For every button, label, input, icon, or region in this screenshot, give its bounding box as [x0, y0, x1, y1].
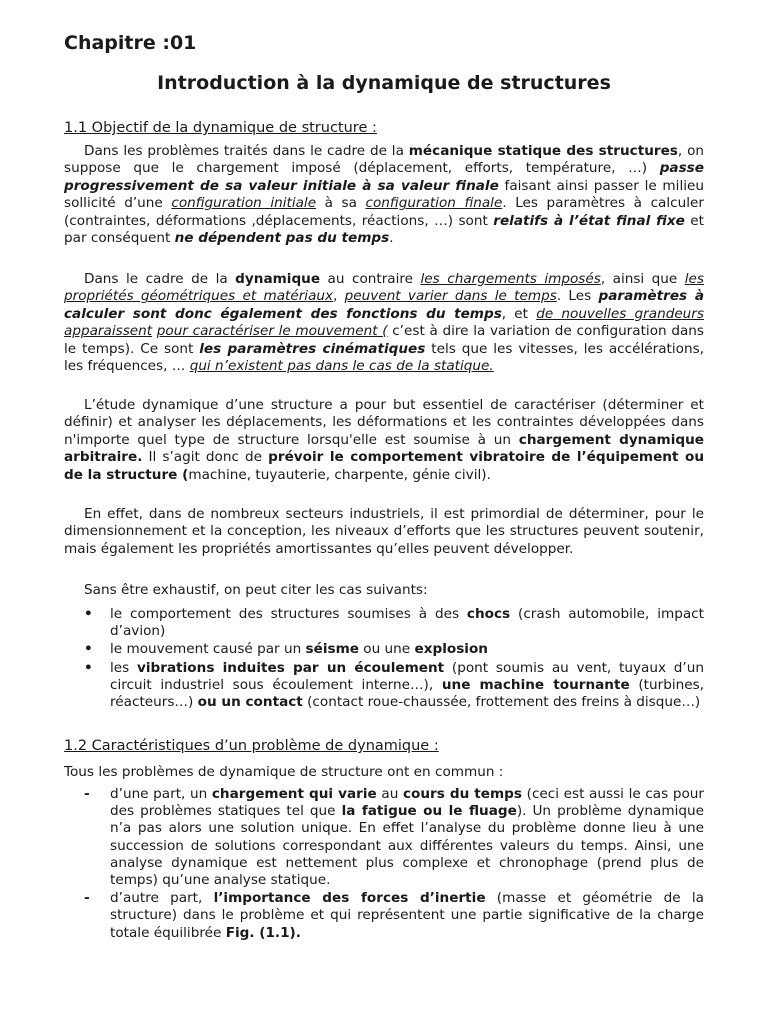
text-run: et par conséquent — [64, 212, 704, 247]
bold-italic-term: ne dépendent pas du temps — [174, 230, 390, 247]
bullet-icon: • — [84, 606, 93, 622]
bold-italic-term: paramètres à calculer sont donc également des fonctions du temps — [64, 288, 704, 322]
bold-italic-term: passe progressivement de sa valeur initiale à sa valeur finale — [64, 160, 704, 194]
list-item — [84, 660, 704, 712]
section-heading-1-1: 1.1 Objectif de la dynamique de structure : — [64, 120, 377, 136]
underlined-term: les chargements imposés — [420, 271, 601, 287]
text-run: Dans les problèmes traités dans le cadre de la — [84, 143, 409, 159]
bold-term: explosion — [414, 641, 488, 658]
text-run: d’une part, un — [110, 786, 212, 802]
text-run: Il s’agit donc de — [142, 449, 269, 466]
text-run: ). Un problème dynamique n’a pas alors une solution unique. En effet l’analyse du problème donne lieu à une succession de solutions correspondant aux différentes valeurs du temps. Ainsi, une analyse dynamique est nettement plus complexe et chronophage (prend plus de temps) qu’une analyse statique. — [110, 803, 704, 889]
text-run: (pont soumis au vent, tuyaux d’un circuit industriel sous écoulement interne…), — [110, 659, 704, 693]
text-run: . — [389, 230, 394, 247]
bold-term: prévoir le comportement vibratoire de l’équipement ou de la structure ( — [64, 449, 705, 483]
dash-icon: - — [84, 786, 90, 802]
paragraph-statique — [64, 143, 704, 247]
list-item — [84, 641, 704, 658]
text-run: au contraire — [320, 271, 421, 287]
text-run: (masse et géométrie de la structure) dans le problème et qui représentent une partie significative de la charge totale équilibrée — [110, 890, 704, 941]
text-run: Dans le cadre de la — [84, 271, 236, 287]
text-run: le mouvement causé par un — [110, 641, 306, 658]
bold-term: mécanique statique des structures — [408, 143, 678, 159]
chapter-label: Chapitre :01 — [64, 32, 197, 54]
text-run: , — [333, 288, 345, 305]
paragraph-intro: Tous les problèmes de dynamique de structure ont en commun : — [64, 764, 504, 780]
bold-term: vibrations induites par un écoulement — [137, 659, 445, 676]
bold-italic-term: les paramètres cinématiques — [199, 340, 426, 357]
bold-term: chargement qui varie — [211, 786, 377, 802]
paragraph-etude — [64, 397, 704, 484]
text-run: L’étude dynamique d’une structure a pour but essentiel de caractériser (déterminer et définir) et analyser les déplacements, les déformations et les contraintes développées dans n'importe quel type de structure lorsqu'elle est soumise à un — [64, 397, 704, 448]
characteristics-list — [84, 786, 704, 943]
underlined-term: pour caractériser le mouvement ( — [156, 323, 388, 340]
text-run: . Les paramètres à calculer (contraintes, déformations ,déplacements, réactions, …) sont — [64, 195, 704, 229]
list-item — [84, 606, 704, 640]
text-run: c’est à dire la variation de configuration dans le temps). Ce sont — [64, 323, 704, 357]
list-item — [84, 890, 704, 942]
bold-term: chocs — [466, 606, 511, 622]
text-run: d’autre part, — [110, 890, 214, 907]
underlined-term: configuration finale — [365, 195, 503, 212]
text-run: (ceci est aussi le cas pour des problèmes statiques tel que — [110, 786, 704, 820]
bold-term: Fig. (1.1). — [225, 924, 301, 941]
paragraph-dynamique — [64, 271, 704, 375]
cases-list — [84, 606, 704, 712]
bullet-icon: • — [84, 659, 93, 676]
bold-term: cours du temps — [402, 786, 523, 802]
bold-term: la fatigue ou le fluage — [341, 803, 517, 820]
bold-italic-term: relatifs à l’état final fixe — [493, 212, 685, 229]
text-run: , on suppose que le chargement imposé (déplacement, efforts, température, …) — [64, 143, 704, 177]
paragraph-cas: Sans être exhaustif, on peut citer les cas suivants: — [84, 582, 428, 598]
bold-term: l’importance des forces d’inertie — [213, 890, 486, 907]
underlined-term: peuvent varier dans le temps — [344, 288, 557, 305]
bullet-icon: • — [84, 641, 93, 658]
text-run: machine, tuyauterie, charpente, génie civil). — [188, 466, 491, 483]
text-run: au — [376, 786, 403, 802]
underlined-term: de nouvelles grandeurs apparaissent — [64, 305, 704, 340]
text-run: (turbines, réacteurs…) — [110, 676, 705, 711]
text-run: ou une — [358, 641, 415, 658]
text-run: (crash automobile, impact d’avion) — [110, 606, 704, 640]
bold-term: une machine tournante — [441, 676, 630, 693]
underlined-term: qui n’existent pas dans le cas de la statique. — [189, 358, 494, 375]
list-item — [84, 786, 704, 889]
bold-term: dynamique — [235, 271, 321, 287]
bold-term: ou un contact — [197, 694, 303, 711]
underlined-term: configuration initiale — [171, 195, 317, 212]
text-run: , ainsi que — [600, 271, 685, 287]
section-heading-1-2: 1.2 Caractéristiques d’un problème de dynamique : — [64, 738, 439, 754]
text-run: à sa — [316, 195, 366, 212]
text-run: faisant ainsi passer le milieu sollicité d’une — [64, 177, 704, 212]
text-run: les — [110, 659, 138, 676]
text-run: (contact roue-chaussée, frottement des freins à disque…) — [302, 694, 701, 711]
page-title: Introduction à la dynamique de structures — [157, 72, 611, 94]
bold-term: chargement dynamique arbitraire. — [64, 431, 704, 466]
text-run: le comportement des structures soumises à des — [110, 606, 467, 622]
dash-icon: - — [84, 890, 90, 907]
text-run: . Les — [556, 288, 599, 305]
bold-term: séisme — [305, 641, 359, 658]
text-run: , et — [501, 305, 537, 322]
paragraph-secteurs: En effet, dans de nombreux secteurs industriels, il est primordial de déterminer, pour le dimensionnement et la conception, les niveaux d’efforts que les structures peuvent soutenir, mais également les propriétés amortissantes qu’elles peuvent développer. — [64, 506, 704, 557]
text-run: tels que les vitesses, les accélérations, les fréquences, … — [64, 340, 704, 375]
underlined-term: les propriétés géométriques et matériaux — [64, 271, 704, 305]
